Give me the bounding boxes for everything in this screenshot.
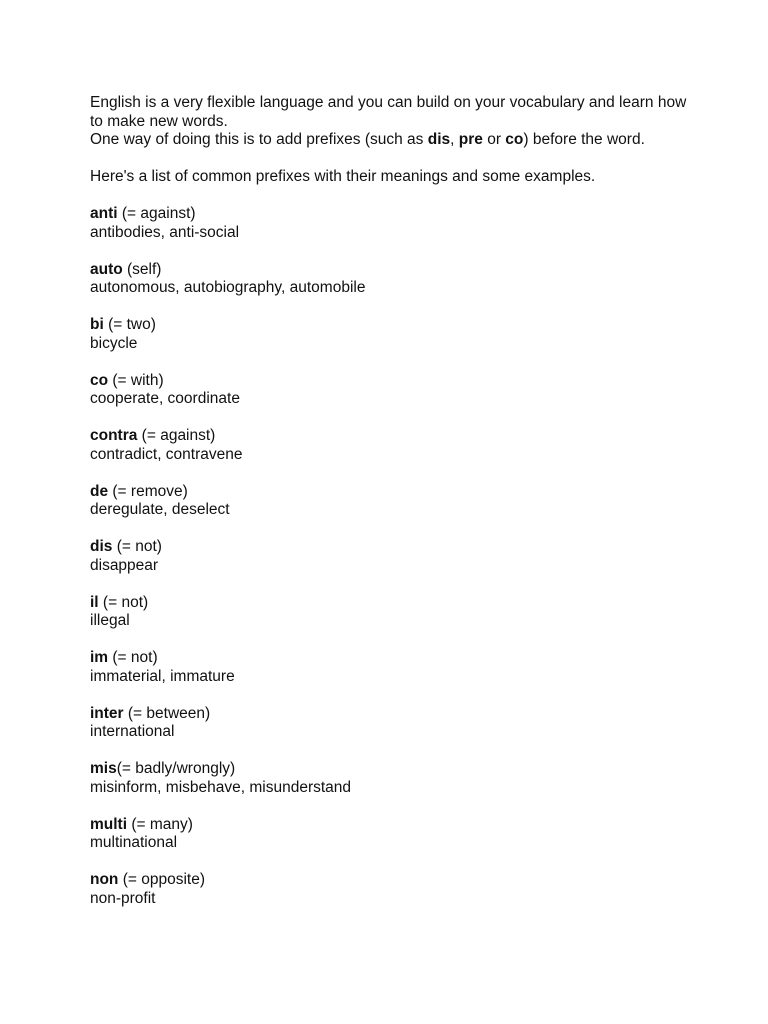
prefix-term: auto — [90, 260, 123, 278]
example-prefix-pre: pre — [458, 131, 483, 148]
prefix-examples: autonomous, autobiography, automobile — [90, 279, 366, 296]
prefix-heading — [90, 871, 690, 890]
prefix-meaning: (= between) — [123, 704, 211, 722]
prefix-list — [90, 205, 690, 908]
intro-line-2-start: One way of doing this is to add prefixes (such as — [90, 131, 428, 148]
prefix-examples: cooperate, coordinate — [90, 390, 240, 407]
prefix-examples: immaterial, immature — [90, 667, 235, 685]
prefix-meaning: (self) — [122, 260, 162, 278]
separator: or — [482, 131, 506, 148]
prefix-examples: bicycle — [90, 334, 138, 352]
prefix-heading — [90, 316, 690, 335]
prefix-examples: multinational — [90, 834, 178, 851]
prefix-entry — [90, 594, 690, 631]
prefix-entry — [90, 316, 690, 353]
prefix-meaning: (= opposite) — [118, 871, 205, 888]
prefix-heading — [90, 649, 690, 668]
prefix-entry — [90, 483, 690, 520]
prefix-term: il — [90, 593, 99, 611]
prefix-entry — [90, 816, 690, 853]
prefix-meaning: (= badly/wrongly) — [116, 760, 236, 777]
prefix-heading — [90, 760, 690, 779]
prefix-meaning: (= not) — [112, 538, 162, 555]
prefix-meaning: (= not) — [98, 593, 149, 611]
prefix-term: inter — [90, 704, 124, 722]
prefix-meaning: (= remove) — [108, 482, 188, 500]
prefix-entry — [90, 205, 690, 242]
prefix-entry — [90, 427, 690, 464]
prefix-examples: disappear — [90, 556, 159, 574]
prefix-term: mis — [90, 760, 117, 777]
prefix-examples: misinform, misbehave, misunderstand — [90, 778, 352, 796]
prefix-term: anti — [90, 205, 118, 222]
prefix-examples: illegal — [90, 612, 130, 629]
prefix-entry — [90, 871, 690, 908]
prefix-term: contra — [90, 427, 138, 444]
prefix-term: bi — [90, 316, 104, 333]
prefix-term: co — [90, 371, 109, 389]
prefix-term: de — [90, 482, 109, 500]
prefix-term: non — [90, 871, 119, 888]
prefix-heading — [90, 816, 690, 835]
prefix-entry — [90, 705, 690, 742]
prefix-entry — [90, 261, 690, 298]
prefix-heading — [90, 427, 690, 446]
prefix-meaning: (= not) — [108, 649, 158, 666]
example-prefix-dis: dis — [427, 131, 451, 148]
prefix-heading — [90, 705, 690, 724]
document-page — [90, 94, 690, 927]
prefix-examples: non-profit — [90, 889, 156, 907]
prefix-heading — [90, 372, 690, 391]
prefix-entry — [90, 538, 690, 575]
prefix-entry — [90, 372, 690, 409]
prefix-meaning: (= against) — [137, 427, 216, 444]
prefix-heading — [90, 483, 690, 502]
prefix-entry — [90, 649, 690, 686]
prefix-examples: contradict, contravene — [90, 445, 243, 463]
prefix-entry — [90, 760, 690, 797]
prefix-meaning: (= with) — [108, 371, 164, 389]
prefix-heading — [90, 538, 690, 557]
intro-paragraph — [90, 94, 690, 150]
prefix-meaning: (= many) — [127, 815, 193, 833]
prefix-term: im — [90, 649, 109, 666]
prefix-meaning: (= against) — [117, 205, 196, 222]
prefix-heading — [90, 205, 690, 224]
list-intro: Here's a list of common prefixes with their meanings and some examples. — [90, 168, 596, 185]
prefix-term: dis — [90, 538, 113, 555]
intro-line-1: English is a very flexible language and you can build on your vocabulary and learn how to make new words. — [90, 94, 687, 130]
example-prefix-co: co — [505, 131, 524, 148]
separator: , — [450, 131, 459, 148]
intro-line-2-end: ) before the word. — [523, 131, 645, 148]
prefix-heading — [90, 261, 690, 280]
prefix-meaning: (= two) — [103, 316, 156, 333]
prefix-examples: antibodies, anti-social — [90, 223, 240, 241]
prefix-examples: international — [90, 723, 175, 740]
prefix-term: multi — [90, 815, 128, 833]
prefix-examples: deregulate, deselect — [90, 501, 230, 518]
prefix-heading — [90, 594, 690, 613]
